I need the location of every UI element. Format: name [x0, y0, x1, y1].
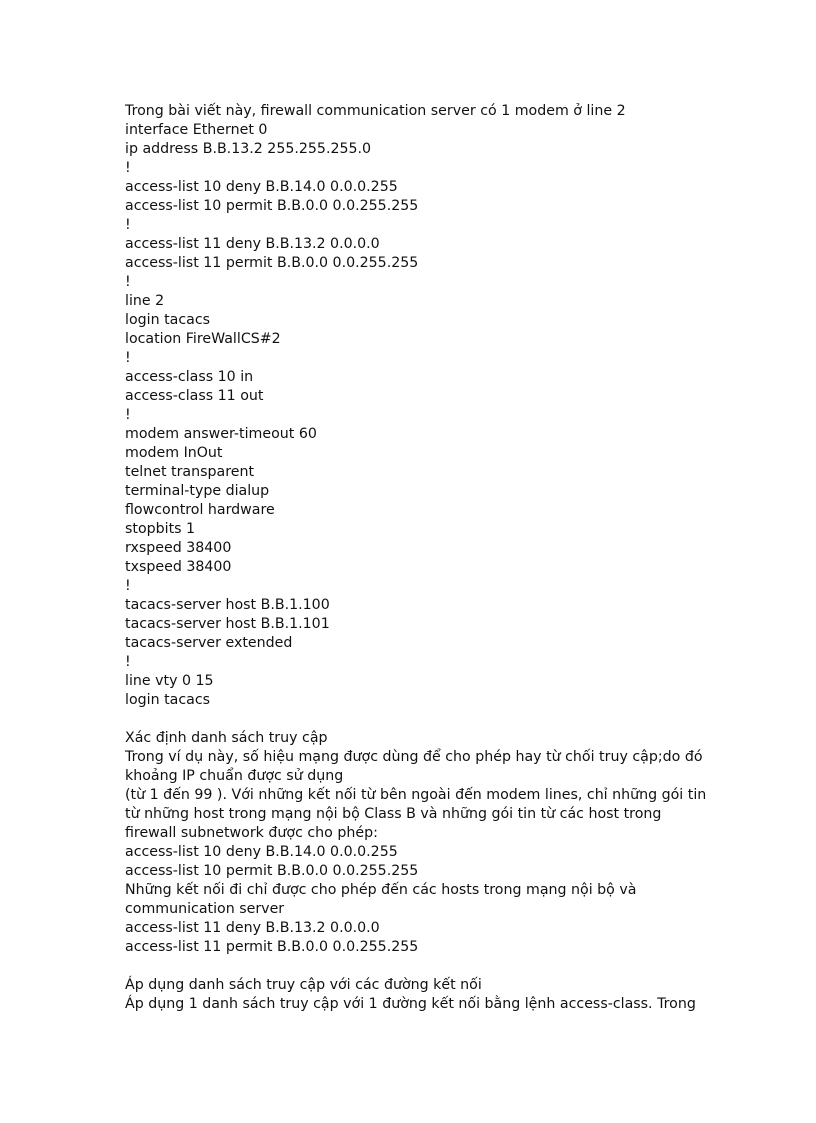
text-line: txspeed 38400 [125, 559, 232, 575]
text-line: ! [125, 578, 131, 594]
text-line: access-list 11 deny B.B.13.2 0.0.0.0 [125, 920, 380, 936]
text-line: login tacacs [125, 692, 211, 708]
text-line: modem InOut [125, 445, 223, 461]
section-heading: Áp dụng danh sách truy cập với các đường kết nối [125, 977, 482, 993]
section-heading: Xác định danh sách truy cập [125, 730, 328, 746]
text-line: ! [125, 217, 131, 233]
text-line: ! [125, 350, 131, 366]
text-line: rxspeed 38400 [125, 540, 232, 556]
document-body [125, 102, 785, 1014]
text-line: ! [125, 160, 131, 176]
text-line: ip address B.B.13.2 255.255.255.0 [125, 141, 372, 157]
text-line: location FireWallCS#2 [125, 331, 281, 347]
text-line: (từ 1 đến 99 ). Với những kết nối từ bên ngoài đến modem lines, chỉ những gói tin [125, 787, 707, 803]
config-block [125, 102, 785, 710]
text-line: access-list 11 permit B.B.0.0 0.0.255.255 [125, 255, 419, 271]
text-line: tacacs-server host B.B.1.100 [125, 597, 330, 613]
text-line: Áp dụng 1 danh sách truy cập với 1 đường kết nối bằng lệnh access-class. Trong [125, 996, 696, 1012]
text-line: firewall subnetwork được cho phép: [125, 825, 378, 841]
paragraph-spacer [125, 957, 785, 976]
text-line: ! [125, 654, 131, 670]
text-line: Trong ví dụ này, số hiệu mạng được dùng để cho phép hay từ chối truy cập;do đó [125, 749, 703, 765]
text-line: line 2 [125, 293, 165, 309]
text-line: modem answer-timeout 60 [125, 426, 317, 442]
text-line: tacacs-server host B.B.1.101 [125, 616, 330, 632]
text-line: ! [125, 407, 131, 423]
paragraph-spacer [125, 710, 785, 729]
text-line: access-list 11 permit B.B.0.0 0.0.255.255 [125, 939, 419, 955]
text-line: access-list 10 deny B.B.14.0 0.0.0.255 [125, 844, 398, 860]
text-line: tacacs-server extended [125, 635, 293, 651]
text-line: terminal-type dialup [125, 483, 270, 499]
text-line: access-list 11 deny B.B.13.2 0.0.0.0 [125, 236, 380, 252]
text-line: access-class 11 out [125, 388, 264, 404]
section-access-list-definition [125, 729, 785, 957]
text-line: access-list 10 permit B.B.0.0 0.0.255.255 [125, 863, 419, 879]
text-line: telnet transparent [125, 464, 255, 480]
text-line: Những kết nối đi chỉ được cho phép đến các hosts trong mạng nội bộ và [125, 882, 637, 898]
text-line: ! [125, 274, 131, 290]
text-line: line vty 0 15 [125, 673, 214, 689]
text-line: access-class 10 in [125, 369, 254, 385]
section-apply-access-list [125, 976, 785, 1014]
text-line: interface Ethernet 0 [125, 122, 268, 138]
text-line: stopbits 1 [125, 521, 196, 537]
text-line: từ những host trong mạng nội bộ Class B và những gói tin từ các host trong [125, 806, 662, 822]
text-line: login tacacs [125, 312, 211, 328]
text-line: access-list 10 deny B.B.14.0 0.0.0.255 [125, 179, 398, 195]
text-line: access-list 10 permit B.B.0.0 0.0.255.255 [125, 198, 419, 214]
text-line: khoảng IP chuẩn được sử dụng [125, 768, 344, 784]
text-line: flowcontrol hardware [125, 502, 275, 518]
text-line: communication server [125, 901, 285, 917]
text-line: Trong bài viết này, firewall communication server có 1 modem ở line 2 [125, 103, 626, 119]
